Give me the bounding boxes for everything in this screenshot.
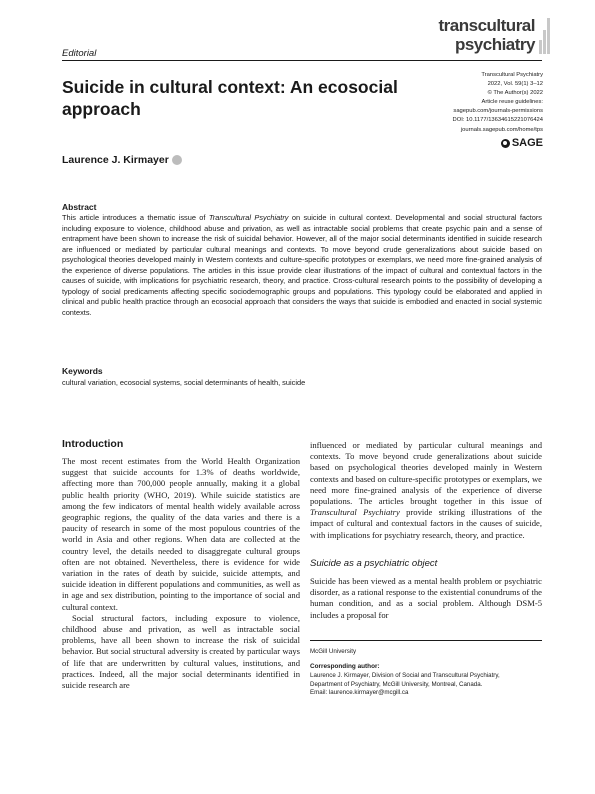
orcid-icon[interactable] (172, 155, 182, 165)
meta-reuse-label: Article reuse guidelines: (481, 99, 543, 106)
meta-homepage[interactable]: journals.sagepub.com/home/tps (460, 126, 543, 133)
author-name: Laurence J. Kirmayer (62, 154, 169, 166)
corresponding-details (310, 672, 550, 698)
right-paragraph-2: Suicide has been viewed as a mental health problem or psychiatric disorder, as a rational response to the existential conundrums of the human condition, and as a social problem. Although DSM-5 includes a proposal for (310, 576, 542, 620)
corresponding-heading: Corresponding author: (310, 663, 380, 670)
meta-journal: Transcultural Psychiatry (481, 72, 543, 78)
meta-doi[interactable]: DOI: 10.1177/13634615221076424 (452, 117, 543, 124)
corr-line-2: Department of Psychiatry, McGill University, Montreal, Canada. (310, 680, 483, 688)
author-line (62, 154, 182, 166)
body-column-right-top (310, 440, 542, 541)
body-column-right-bottom (310, 576, 542, 621)
article-title: Suicide in cultural context: An ecosocial approach (62, 77, 398, 119)
meta-reuse-link[interactable]: sagepub.com/journals-permissions (453, 108, 543, 115)
affiliation: McGill University (310, 648, 357, 655)
publisher-logo (501, 137, 543, 149)
keywords-heading: Keywords (62, 366, 103, 376)
meta-volume: 2022, Vol. 59(1) 3–12 (487, 81, 543, 88)
journal-logo (438, 16, 543, 56)
article-meta (393, 71, 543, 135)
intro-paragraph-2: Social structural factors, including exposure to violence, childhood abuse and privation, as well as intractable social problems, have all been shown to increase the risk of suicidal behavior. But social structural adversity is created by particular ways of life that are underwritten by cultural values, institutions, and practices. Indeed, all the major social determinants identified in suicide research are (62, 612, 300, 691)
intro-paragraph-1: The most recent estimates from the World Health Organization suggest that suicide accounts for 1.3% of deaths worldwide, affecting more than 700,000 people annually, making it a global public health priority (WHO, 2019). While suicide statistics are among the few indicators of mental health widely available across geographic regions, the quality of the data varies and there is a paucity of research in some of the most populous countries of the world in Asia and other regions. When data are collected at the country level, the details needed to disaggregate cultural groups often are not obtained. Nevertheless, there is evidence for wide variation in the rates of death by suicide, suicide attempts, and suicide ideation in different populations and communities, as well as in age and sex distribution, pointing to the importance of social and cultural context. (62, 456, 300, 612)
abstract-text: This article introduces a thematic issue of Transcultural Psychiatry on suicide in cultural context. Developmental and social structural factors including exposure to violence, childhood abuse and privation, as well as intractable social problems that create psychic pain and a sense of entrapment have been shown to increase the risk of suicidal behavior. However, all of the major social determinants identified in suicide research are influenced or mediated by particular cultural meanings and contexts. To move beyond crude generalizations about suicide based on psychological theories developed mainly in Western contexts and culture-specific prototypes or exemplars, we need more fine-grained analysis of the experience of diverse populations. The articles in this issue provide clear illustrations of the impact of cultural and contextual factors in the causes of suicide, with implications for psychiatric research, theory, and practice. Cross-cultural research points to the possibility of developing a typology of social predicaments affecting specific sociodemographic groups and populations. This typology could be elaborated and applied in clinical and public health practice through an ecosocial approach that considers the ways that suicide is embodied and enacted in social systemic contexts. (62, 213, 542, 317)
keywords-text: cultural variation, ecosocial systems, social determinants of health, suicide (62, 378, 306, 387)
right-paragraph-1: influenced or mediated by particular cultural meanings and contexts. To move beyond crude generalizations about suicide based on psychological theories developed mainly in Western contexts and based on culture-specific prototypes or exemplars, we need more fine-grained analysis of the experience of diverse populations. The articles brought together in this issue of Transcultural Psychiatry provide striking illustrations of the impact of cultural and contextual factors in the causes of suicide, with implications for psychiatry research, theory, and practice. (310, 440, 542, 540)
sage-ring-icon (501, 139, 510, 148)
journal-logo-bars (539, 18, 549, 54)
abstract-heading: Abstract (62, 202, 97, 212)
publisher-name: SAGE (511, 137, 543, 149)
corr-line-1: Laurence J. Kirmayer, Division of Social and Transcultural Psychiatry, (310, 672, 500, 679)
subsection-heading: Suicide as a psychiatric object (310, 558, 438, 569)
header-rule (62, 60, 542, 61)
journal-logo-line1: transcultural (438, 16, 535, 35)
section-label: Editorial (62, 48, 97, 59)
journal-logo-line2: psychiatry (454, 35, 535, 54)
intro-heading: Introduction (62, 438, 124, 450)
body-column-left (62, 456, 300, 691)
meta-copyright: © The Author(s) 2022 (487, 90, 543, 97)
corr-email[interactable]: Email: laurence.kirmayer@mcgill.ca (310, 689, 409, 697)
footnote-rule (310, 640, 542, 641)
